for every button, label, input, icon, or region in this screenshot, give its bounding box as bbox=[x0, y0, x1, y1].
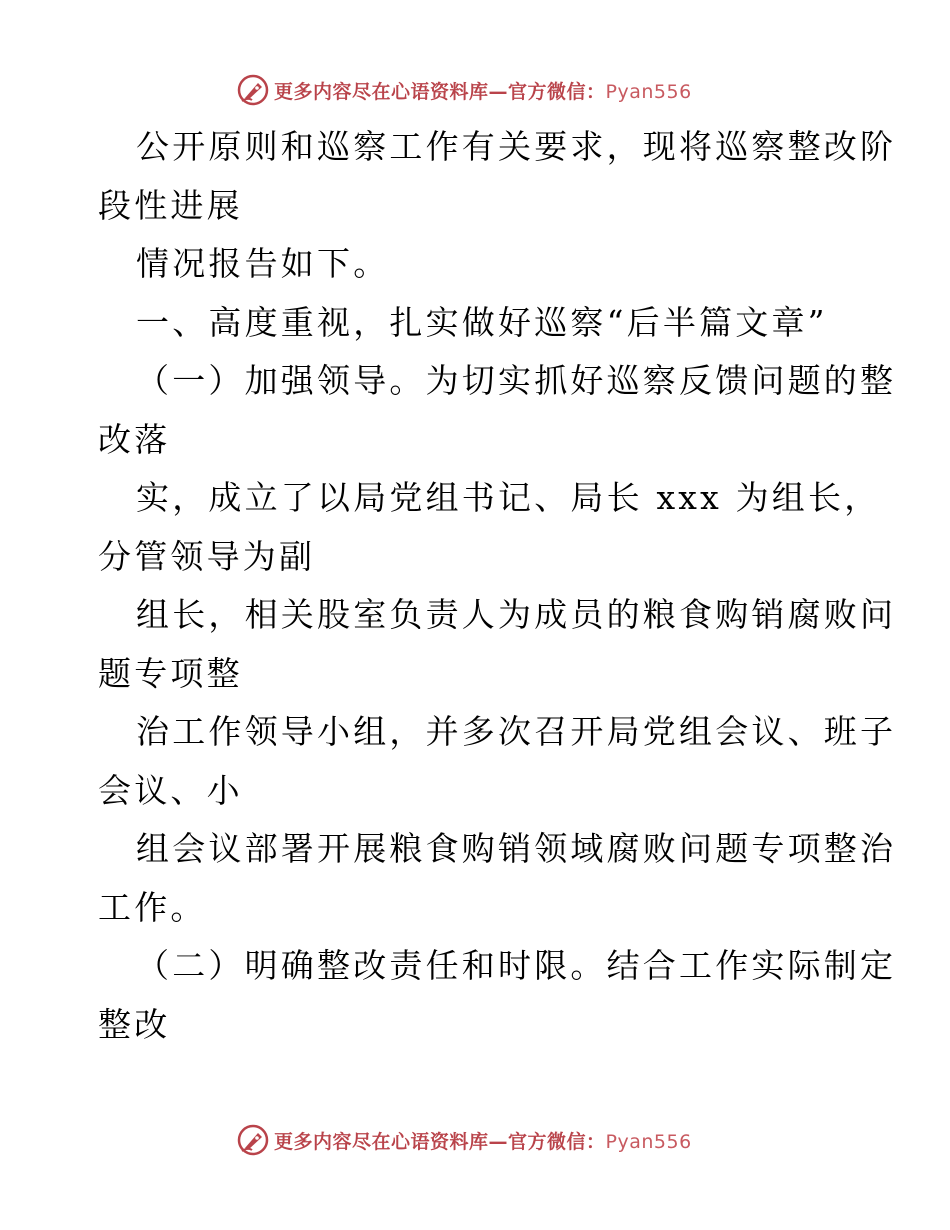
watermark-wechat-id: Pyan556 bbox=[605, 80, 692, 103]
header-watermark bbox=[236, 72, 692, 108]
watermark-text bbox=[274, 1127, 692, 1154]
paragraph-line: （二）明确整改责任和时限。结合工作实际制定 bbox=[136, 946, 897, 985]
paragraph-line: 工作。 bbox=[98, 887, 207, 927]
paragraph-line: 组长，相关股室负责人为成员的粮食购销腐败问 bbox=[136, 595, 897, 634]
paragraph-line: 分管领导为副 bbox=[98, 536, 316, 576]
paragraph-line: 整改 bbox=[98, 1004, 171, 1044]
pen-nib-logo-icon bbox=[236, 73, 270, 107]
paragraph-line: 改落 bbox=[98, 419, 171, 459]
paragraph-line: 段性进展 bbox=[98, 185, 243, 225]
paragraph-line: （一）加强领导。为切实抓好巡察反馈问题的整 bbox=[136, 361, 897, 400]
body-text bbox=[98, 118, 897, 1054]
paragraph-line: 情况报告如下。 bbox=[136, 244, 390, 283]
footer-watermark bbox=[236, 1122, 692, 1158]
section-heading: 一、高度重视，扎实做好巡察“后半篇文章” bbox=[136, 302, 828, 342]
paragraph-line: 题专项整 bbox=[98, 653, 243, 693]
watermark-wechat-id: Pyan556 bbox=[605, 1130, 692, 1153]
watermark-label: 更多内容尽在心语资料库—官方微信： bbox=[274, 1130, 606, 1153]
watermark-text bbox=[274, 77, 692, 104]
paragraph-line: 会议、小 bbox=[98, 770, 243, 810]
paragraph-line: 实，成立了以局党组书记、局长 xxx 为组长， bbox=[136, 478, 881, 517]
paragraph-line: 治工作领导小组，并多次召开局党组会议、班子 bbox=[136, 712, 897, 751]
paragraph-line: 公开原则和巡察工作有关要求，现将巡察整改阶 bbox=[136, 127, 897, 166]
paragraph-line: 组会议部署开展粮食购销领域腐败问题专项整治 bbox=[136, 829, 897, 868]
watermark-label: 更多内容尽在心语资料库—官方微信： bbox=[274, 80, 606, 103]
pen-nib-logo-icon bbox=[236, 1123, 270, 1157]
